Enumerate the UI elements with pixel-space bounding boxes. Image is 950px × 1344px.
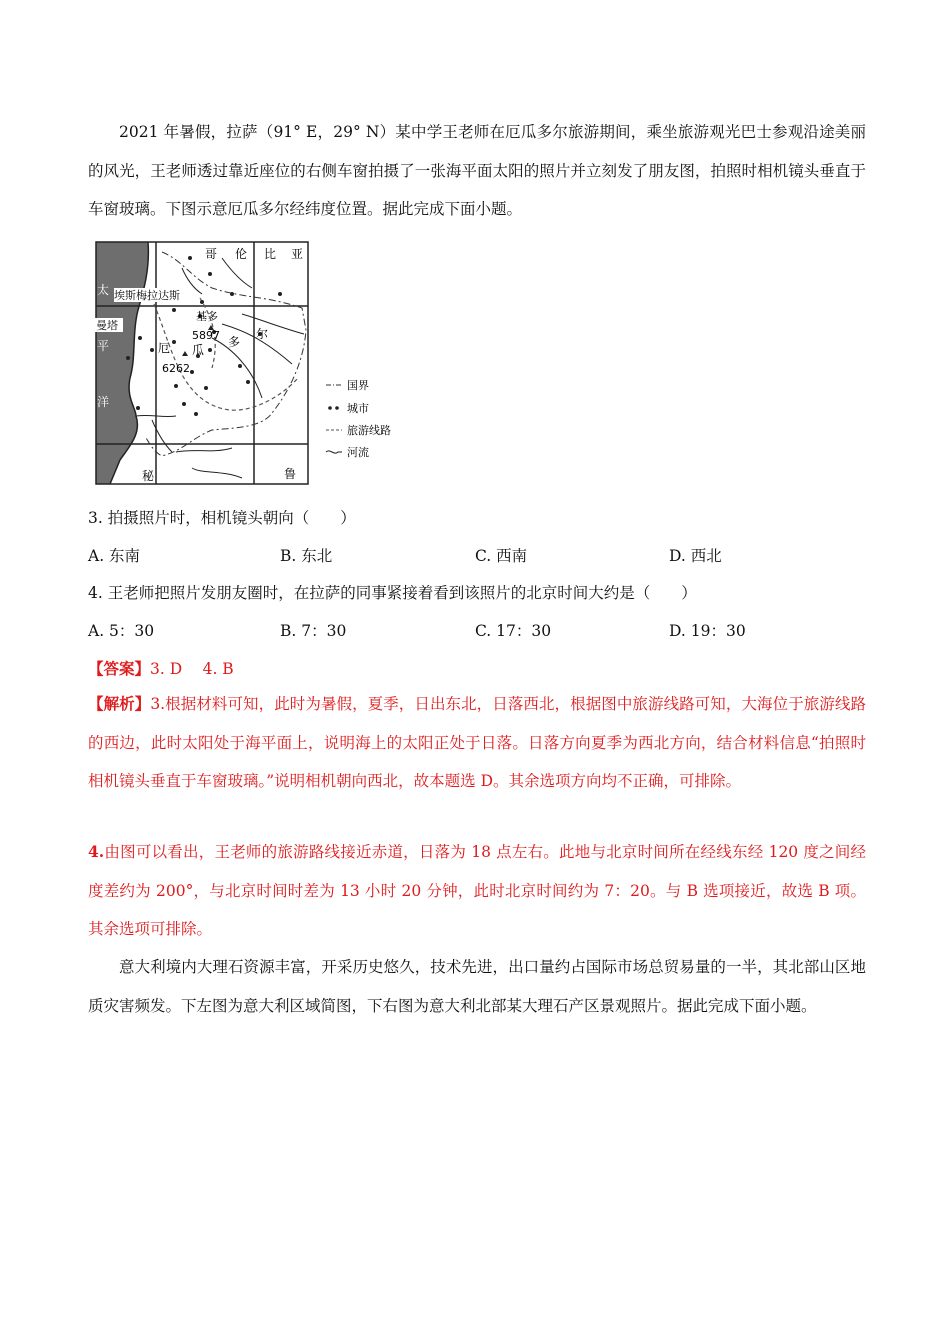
map-label-ocean-3: 洋 bbox=[97, 395, 110, 409]
question-4-stem: 4. 王老师把照片发朋友圈时，在拉萨的同事紧接着看到该照片的北京时间大约是（ ） bbox=[88, 584, 697, 602]
explanation-label: 【解析】 bbox=[88, 694, 151, 713]
intro-paragraph-ecuador: 2021 年暑假，拉萨（91° E，29° N）某中学王老师在厄瓜多尔旅游期间，乘坐旅游观光巴士参观沿途美丽的风光，王老师透过靠近座位的右侧车窗拍摄了一张海平面太阳的照片并立刻发了朋友图，拍照时相机镜头垂直于车窗玻璃。下图示意厄瓜多尔经纬度位置。据此完成下面小题。 bbox=[88, 123, 866, 218]
map-label-ocean-2: 平 bbox=[97, 339, 110, 353]
question-3-option-b: B. 东北 bbox=[280, 547, 333, 565]
map-label-peru-2: 鲁 bbox=[284, 467, 297, 481]
question-4-option-d: D. 19：30 bbox=[669, 622, 746, 640]
map-city-esmeraldas: 埃斯梅拉达斯 bbox=[114, 289, 180, 302]
map-label-ecuador-2: 瓜 bbox=[192, 343, 205, 357]
map-label-colombia-3: 比 bbox=[264, 247, 277, 261]
question-4-option-b: B. 7：30 bbox=[280, 622, 347, 640]
map-label-colombia-4: 亚 bbox=[291, 247, 304, 261]
map-peak-5897: 5897 bbox=[192, 329, 220, 342]
question-3-stem: 3. 拍摄照片时，相机镜头朝向（ ） bbox=[88, 509, 356, 527]
question-4-options bbox=[88, 619, 868, 643]
question-3-options bbox=[88, 544, 868, 568]
map-city-quito: 基多 bbox=[196, 310, 218, 323]
map-city-manta: 曼塔 bbox=[96, 319, 118, 332]
map-label-ecuador-3: 多 bbox=[228, 335, 241, 349]
map-peak-6262: 6262 bbox=[162, 362, 190, 375]
map-label-ocean-1: 太 bbox=[97, 283, 110, 297]
question-3-option-c: C. 西南 bbox=[475, 547, 528, 565]
question-4-option-c: C. 17：30 bbox=[475, 622, 552, 640]
answer-label: 【答案】 bbox=[88, 659, 151, 678]
legend-route: 旅游线路 bbox=[347, 424, 391, 437]
map-label-ecuador-1: 厄 bbox=[158, 341, 171, 355]
map-label-ecuador-4: 尔 bbox=[256, 327, 269, 341]
explanation-q3 bbox=[88, 685, 866, 801]
question-4-option-a: A. 5：30 bbox=[88, 622, 155, 640]
answer-text: 3. D 4. B bbox=[150, 660, 234, 678]
explanation-q3-text: 3.根据材料可知，此时为暑假，夏季，日出东北，日落西北，根据图中旅游线路可知，大海位于旅游线路的西边，此时太阳处于海平面上，说明海上的太阳正处于日落。日落方向夏季为西北方向，结合材料信息“拍照时相机镜头垂直于车窗玻璃。”说明相机朝向西北，故本题选 D。其余选项方向均不正确，可排除。 bbox=[88, 695, 866, 790]
question-3-option-d: D. 西北 bbox=[669, 547, 722, 565]
map-label-peru-1: 秘 bbox=[142, 469, 155, 483]
ecuador-map bbox=[92, 238, 412, 488]
question-3-option-a: A. 东南 bbox=[88, 547, 141, 565]
explanation-q4-number: 4. bbox=[88, 842, 105, 861]
intro-paragraph-italy: 意大利境内大理石资源丰富，开采历史悠久，技术先进，出口量约占国际市场总贸易量的一半，其北部山区地质灾害频发。下左图为意大利区域简图，下右图为意大利北部某大理石产区景观照片。据此完成下面小题。 bbox=[88, 958, 866, 1015]
answer-line bbox=[88, 657, 234, 679]
legend-river: 河流 bbox=[347, 446, 369, 459]
map-label-colombia-1: 哥 bbox=[205, 247, 218, 261]
legend-city: 城市 bbox=[347, 402, 369, 415]
map-label-colombia-2: 伦 bbox=[235, 247, 248, 261]
explanation-q4-text: 由图可以看出，王老师的旅游路线接近赤道，日落为 18 点左右。此地与北京时间所在经线东经 120 度之间经度差约为 200°，与北京时间时差为 13 小时 20 分钟，此时北京时间约为 7：20。与 B 选项接近，故选 B 项。其余选项可排除。 bbox=[88, 843, 866, 938]
ecuador-map-figure bbox=[92, 238, 412, 488]
explanation-q4 bbox=[88, 833, 866, 949]
legend-border: 国界 bbox=[347, 379, 369, 392]
